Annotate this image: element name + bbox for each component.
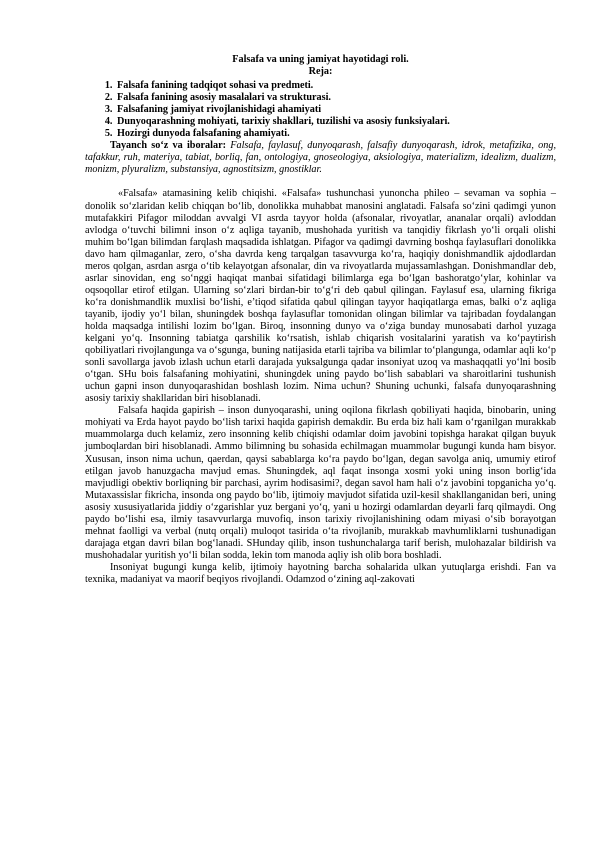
plan-item: 4. Dunyoqarashning mohiyati, tarixiy shakllari, tuzilishi va asosiy funksiyalari. <box>115 116 556 128</box>
body-paragraph: Insoniyat bugungi kunga kelib, ijtimoiy hayotning barcha sohalarida ulkan yutuqlarga erishdi. Fan va texnika, madaniyat va maorif beqiyos rivojlandi. Odamzod o‘zining aql-zakovati <box>85 561 556 585</box>
document-title: Falsafa va uning jamiyat hayotidagi roli. <box>232 54 409 65</box>
body-paragraph: «Falsafa» atamasining kelib chiqishi. «Falsafa» tushunchasi yunoncha phileo – sevaman va sophia – donolik so‘zlaridan kelib chiqqan bo‘lib, donolikka muhabbat manosini anglatadi. Falsafa so‘zini qadimgi yunon mutafakkiri Pifagor miloddan avvalgi VI asrda tayyor holda (afsonalar, rivoyatlar, ananalar orqali) avloddan avlodga o‘tuvchi bilimni inson o‘z aqliga tayanib, mushohada yuritish va tanqidiy fikrlash yo‘li orqali olishi muhim bo‘lgan bilimdan farqlash maqsadida ishlatgan. Pifagor va qadimgi davrning boshqa faylasuflari donolikka davo ham qilmaganlar, zero, o‘sha davrda keng tarqalgan tasavvurga ko‘ra, haqiqiy donishmandlik ajdodlardan meros qolgan, asrdan asrga o‘tib kelayotgan afsonalar, din va rivoyatlarda mujassamlashgan. Donishmandlar deb, asrlar sinovidan, eng so‘nggi haqiqat manbai sifatidagi bilimlarga ega bo‘lgan bashoratgo‘ylar, kohinlar va oqsoqollar etirof etilgan. Ularning so‘zlari birdan-bir to‘g‘ri deb qabul qilingan. Faylasuf esa, ularning fikriga ko‘ra donishmandlik muxlisi bo‘lishi, e’tiqod sifatida qabul qilingan tayyor haqiqatlarga emas, balki o‘z aqliga tayanib, ijodiy yo‘l bilan, shuningdek boshqa faylasuflar tomonidan olingan bilimlar va tajribadan foydalangan holda maqsadga intilishi lozim bo‘lgan. Biroq, insonning dunyo va o‘ziga bunday munosabati darhol yuzaga kelgani yo‘q. Insonning tabiatga qarshilik ko‘rsatish, ishlab chiqarish vositalarini yaratish va ko‘paytirish qobiliyatlari rivojlangunga va o‘sgunga, buning natijasida etarli tajriba va bilimlar to‘plangunga, odamlar aqli ko‘p sonli savollarga javob izlash uchun etarli darajada yuksalgunga qadar insoniyat uzoq va mashaqqatli yo‘lni bosib o‘tgan. SHu bois falsafaning mohiyatini, shuningdek uning paydo bo‘lish sabablari va sharoitlarini tushunish uchun gapni inson dunyoqarashidan boshlash lozim. Nima uchun? Shuning uchunki, falsafa dunyoqarashning asosiy tarixiy shakllaridan biri hisoblanadi. <box>85 188 556 405</box>
plan-item: 1. Falsafa fanining tadqiqot sohasi va predmeti. <box>115 80 556 92</box>
body-paragraph: Falsafa haqida gapirish – inson dunyoqarashi, uning oqilona fikrlash qobiliyati haqida, binobarin, uning mohiyati va Erda hayot paydo bo‘lish tarixi haqida gapirish demakdir. Bu erda biz hali kam o‘rganilgan murakkab muammolarga duch kelamiz, zero insonning kelib chiqishi odamlar doim javobini topishga harakat qilgan buyuk jumboqlardan biri hisoblanadi. Ammo bilimning bu sohasida echilmagan muammolar bugungi kunda ham bisyor. Xususan, inson nima uchun, qaerdan, qaysi sabablarga ko‘ra paydo bo‘lgan, degan savolga aniq, umumiy etirof etilgan javob hanuzgacha mavjud emas. Shuningdek, aql faqat insonga xosmi yoki uning inson borlig‘ida mavjudligi obektiv borliqning bir parchasi, ayrim hodisasimi?, degan savol ham hali o‘z javobini topganicha yo‘q. Mutaxassislar fikricha, insonda ong paydo bo‘lib, ijtimoiy mavjudot sifatida uzil-kesil shakllanganidan beri, uning asosiy xususiyatlarida jiddiy o‘zgarishlar yuz bergani yo‘q, yani u hozirgi odamlardan deyarli farq qilmaydi. Ong paydo bo‘lishi esa, ilmiy tasavvurlarga muvofiq, inson tarixiy rivojlanishining odam miyasi o‘sib borayotgan mehnat faolligi va verbal (nutq orqali) muloqot tasirida o‘ta rivojlanib, murakkab mavhumliklarni tushunadigan darajaga etgan davri bilan bog‘lanadi. SHunday qilib, inson tushunchalarga tarif berish, mulohazalar bildirish va mushohadalar yuritish yo‘li bilan sodda, lekin tom manoda aqliy ish olib bora boshladi. <box>85 405 556 561</box>
keywords-text: Falsafa, faylasuf, dunyoqarash, falsafiy dunyoqarash, idrok, metafizika, ong, tafakkur, ruh, materiya, tabiat, borliq, fan, ontologiya, gnoseologiya, aksiologiya, materializm, idealizm, dualizm, monizm, plyuralizm, substansiya, agnostitsizm, gnostiklar. <box>85 140 556 176</box>
plan-heading: Reja: <box>308 66 333 78</box>
keywords-paragraph <box>85 140 556 176</box>
plan-list <box>85 80 556 140</box>
keywords-label: Tayanch so‘z va iboralar: <box>110 140 226 152</box>
plan-item: 5. Hozirgi dunyoda falsafaning ahamiyati. <box>115 128 556 140</box>
plan-item: 2. Falsafa fanining asosiy masalalari va strukturasi. <box>115 92 556 104</box>
plan-item: 3. Falsafaning jamiyat rivojlanishidagi ahamiyati <box>115 104 556 116</box>
